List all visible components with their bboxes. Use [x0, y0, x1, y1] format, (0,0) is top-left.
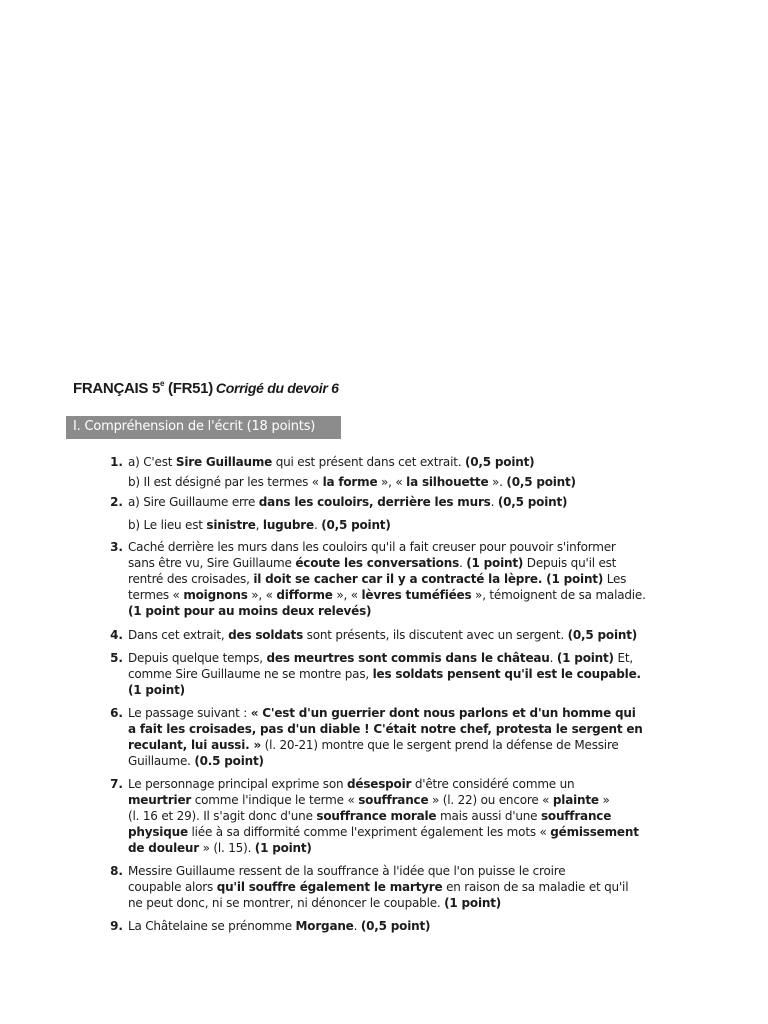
answer-run: » [598, 793, 610, 807]
answer-run: Et, [613, 651, 633, 665]
answer-run: a) C'est [128, 455, 176, 469]
answer-text [128, 776, 668, 856]
answer-run: (l. 16 et 29). Il s'agit donc d'une [128, 809, 317, 823]
answer-emphasis: (0,5 point) [497, 495, 568, 509]
answer-line [128, 517, 668, 533]
answer-number: 8. [110, 864, 123, 878]
answer-run: rentré des croisades, [128, 572, 254, 586]
answer-run: », « [377, 475, 407, 489]
answer-run: comme Sire Guillaume ne se montre pas, [128, 667, 373, 681]
answer-emphasis: qu'il souffre également le martyre [216, 880, 443, 894]
answer-emphasis: (1 point pour au moins deux relevés) [128, 604, 372, 618]
answer-run: . [490, 495, 498, 509]
answer-emphasis: (1 point) [444, 896, 502, 910]
answer-emphasis: la silhouette [406, 475, 489, 489]
answer-line [128, 650, 668, 666]
answer-line [128, 603, 668, 619]
answer-run: . [353, 919, 361, 933]
answer-emphasis: (0,5 point) [360, 919, 431, 933]
section-heading: I. Compréhension de l'écrit (18 points) [66, 416, 341, 439]
answer-line [128, 808, 668, 824]
answer-line [128, 555, 668, 571]
answer-line [128, 494, 668, 510]
answer-run: comme l'indique le terme « [191, 793, 359, 807]
answer-emphasis: (0.5 point) [194, 754, 264, 768]
answer-emphasis: souffrance morale [316, 809, 437, 823]
answer-emphasis: Sire Guillaume [175, 455, 273, 469]
answer-emphasis: meurtrier [128, 793, 192, 807]
answer-emphasis: souffrance [358, 793, 429, 807]
answer-run: liée à sa difformité comme l'expriment également les mots « [187, 825, 551, 839]
answer-line [128, 721, 668, 737]
answer-line [128, 539, 668, 555]
answer-line [128, 918, 668, 934]
answer-emphasis: souffrance [540, 809, 612, 823]
answer-emphasis: désespoir [346, 777, 412, 791]
answer-emphasis: des soldats [228, 628, 304, 642]
answer-text [128, 650, 668, 698]
answer-run: termes « [128, 588, 184, 602]
answer-line [128, 705, 668, 721]
answer-run: sont présents, ils discutent avec un sergent. [303, 628, 568, 642]
answer-number: 9. [110, 919, 123, 933]
answer-run: Guillaume. [128, 754, 195, 768]
answer-run: b) Le lieu est [128, 518, 207, 532]
answer-line [128, 682, 668, 698]
answer-text [128, 454, 668, 490]
answer-run: . [313, 518, 322, 532]
answer-text [128, 539, 668, 619]
answer-emphasis: Morgane [295, 919, 354, 933]
answer-emphasis: physique [128, 825, 188, 839]
answer-number: 5. [110, 651, 123, 665]
answer-text [128, 705, 668, 769]
answer-emphasis: dans les couloirs, derrière les murs [258, 495, 491, 509]
answer-line [128, 863, 668, 879]
answer-run: » (l. 22) ou encore « [428, 793, 553, 807]
answer-run: », « [332, 588, 362, 602]
answer-line [128, 571, 668, 587]
answer-line [128, 666, 668, 682]
answer-emphasis: « C'est d'un guerrier dont nous parlons et d'un homme qui [250, 706, 636, 720]
answer-emphasis: difforme [276, 588, 333, 602]
answer-text [128, 918, 668, 934]
answer-line [128, 879, 668, 895]
answer-emphasis: (1 point) [556, 651, 614, 665]
answer-emphasis: de douleur [128, 841, 199, 855]
answer-line [128, 895, 668, 911]
answer-run: Les [603, 572, 627, 586]
answer-run: Dans cet extrait, [128, 628, 229, 642]
answer-emphasis: (0,5 point) [567, 628, 638, 642]
answer-line [128, 840, 668, 856]
answer-text [128, 863, 668, 911]
answer-run: », témoignent de sa maladie. [471, 588, 646, 602]
answer-run: Le personnage principal exprime son [128, 777, 347, 791]
answer-text [128, 494, 668, 533]
answer-run: b) Il est désigné par les termes « [128, 475, 323, 489]
answer-run: en raison de sa maladie et qu'il [442, 880, 629, 894]
title-subtitle: Corrigé du devoir 6 [215, 380, 339, 396]
answer-text [128, 627, 668, 643]
answer-number: 4. [110, 628, 123, 642]
answer-run: qui est présent dans cet extrait. [272, 455, 465, 469]
answer-emphasis: reculant, lui aussi. » [128, 738, 262, 752]
answer-emphasis: sinistre [206, 518, 256, 532]
answer-line [128, 824, 668, 840]
answer-emphasis: (0,5 point) [464, 455, 535, 469]
answer-number: 6. [110, 706, 123, 720]
answer-emphasis: les soldats pensent qu'il est le coupable. [372, 667, 641, 681]
answer-emphasis: la forme [322, 475, 378, 489]
answer-run: coupable alors [128, 880, 217, 894]
answer-line [128, 776, 668, 792]
answer-emphasis: des meurtres sont commis dans le château [266, 651, 550, 665]
answer-line [128, 454, 668, 470]
answer-emphasis: (1 point) [254, 841, 312, 855]
title-code: (FR51) [164, 380, 213, 397]
answer-line [128, 627, 668, 643]
answer-emphasis: lèvres tuméfiées [361, 588, 472, 602]
answer-number: 1. [110, 455, 123, 469]
answer-run: . [549, 651, 557, 665]
answer-run: , [255, 518, 263, 532]
answer-emphasis: gémissement [550, 825, 639, 839]
answer-run: La Châtelaine se prénomme [128, 919, 296, 933]
answer-line [128, 753, 668, 769]
answer-run: Le passage suivant : [128, 706, 251, 720]
answer-emphasis: plainte [552, 793, 599, 807]
answer-run: », « [247, 588, 277, 602]
answer-run: Depuis quelque temps, [128, 651, 267, 665]
answer-line [128, 587, 668, 603]
answer-run: . [459, 556, 467, 570]
answer-run: (l. 20-21) montre que le sergent prend la défense de Messire [261, 738, 619, 752]
answer-emphasis: (1 point) [128, 683, 185, 697]
answer-run: a) Sire Guillaume erre [128, 495, 259, 509]
answer-run: mais aussi d'une [436, 809, 541, 823]
answer-run: ». [488, 475, 507, 489]
answer-run: » (l. 15). [199, 841, 255, 855]
answer-emphasis: a fait les croisades, pas d'un diable ! C'était notre chef, protesta le sergent en [128, 722, 643, 736]
answer-run: ne peut donc, ni se montrer, ni dénoncer le coupable. [128, 896, 445, 910]
answer-number: 7. [110, 777, 123, 791]
answer-number: 3. [110, 540, 123, 554]
answer-run: sans être vu, Sire Guillaume [128, 556, 296, 570]
answer-emphasis: (1 point) [466, 556, 524, 570]
answer-run: Caché derrière les murs dans les couloirs qu'il a fait creuser pour pouvoir s'informer [128, 540, 616, 554]
title-subject: FRANÇAIS 5 [73, 380, 161, 397]
answer-emphasis: lugubre [262, 518, 314, 532]
answer-line [128, 792, 668, 808]
answer-emphasis: moignons [183, 588, 248, 602]
answer-run: Messire Guillaume ressent de la souffrance à l'idée que l'on puisse le croire [128, 864, 566, 878]
answer-line [128, 474, 668, 490]
answer-number: 2. [110, 495, 123, 509]
answer-emphasis: (0,5 point) [506, 475, 576, 489]
answer-line [128, 737, 668, 753]
answer-emphasis: il doit se cacher car il y a contracté la lèpre. (1 point) [253, 572, 604, 586]
answer-emphasis: écoute les conversations [295, 556, 460, 570]
title-ordinal: e [160, 379, 165, 388]
answer-emphasis: (0,5 point) [321, 518, 391, 532]
answer-run: d'être considéré comme un [411, 777, 575, 791]
answer-run: Depuis qu'il est [523, 556, 617, 570]
